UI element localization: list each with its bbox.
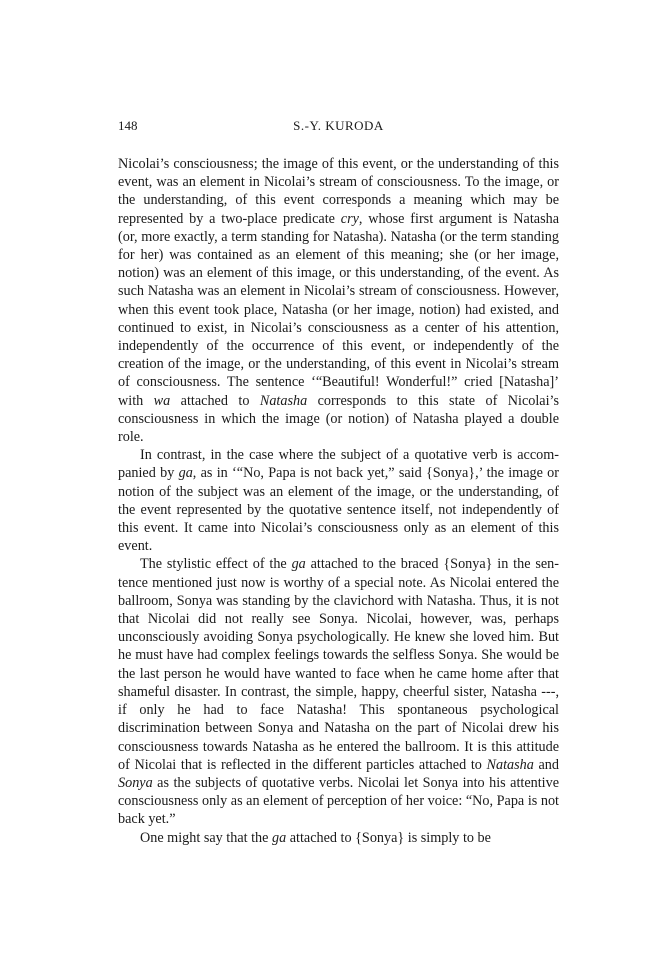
- text-run: Nicolai’s consciousness; the image of this event, or the understanding of this event, was an element in Nicolai’s stream of consciousness. To the image, or the understanding, of this event corresponds a meaning which may be represented by a two-place predicate: [118, 156, 559, 227]
- running-head: [118, 118, 559, 138]
- page-number: 148: [118, 118, 138, 133]
- text-run: The stylistic effect of the: [140, 556, 292, 573]
- text-run: One might say that the: [140, 829, 272, 846]
- italic-term: wa: [153, 392, 171, 409]
- paragraph: [118, 829, 559, 847]
- text-run: attached to {Sonya} is simply to be: [286, 829, 491, 846]
- italic-term: cry: [340, 210, 359, 227]
- text-run: , as in ‘“No, Papa is not back yet,” said {Sonya},’ the image or notion of the subject was an element of the image, or the understanding, of the event represented by the quotative sentence itself, not independently of this event. It came into Nicolai’s consciousness only as an element of this event.: [118, 465, 559, 555]
- text-run: attached to: [170, 392, 260, 409]
- italic-term: ga: [291, 556, 306, 573]
- text-run: and: [533, 756, 559, 773]
- running-head-author: S.-Y. KURODA: [293, 118, 384, 133]
- body-text: [118, 155, 559, 847]
- text-run: corresponds to this state of Nicolai’s consciousness in which the image (or notion) of Natasha played a double role.: [118, 392, 559, 446]
- paragraph: [118, 446, 559, 555]
- italic-term: Sonya: [118, 774, 153, 791]
- paragraph: [118, 155, 559, 446]
- paragraph: [118, 555, 559, 828]
- italic-term: ga: [272, 829, 287, 846]
- text-run: In contrast, in the case where the subject of a quotative verb is accompanied by: [118, 447, 559, 482]
- italic-term: Natasha: [486, 756, 534, 773]
- text-run: attached to the braced {Sonya} in the sentence mentioned just now is worthy of a special note. As Nicolai entered the ballroom, Sonya was standing by the clavichord with Natasha. Thus, it is not that Nicolai did not really see Sonya. Nicolai, however, was, perhaps unconsciously avoiding Sonya psychologically. He knew she loved him. But he must have had complex feelings towards the selfless Sonya. She would be the last person he would have wanted to face when he came home after that shameful disaster. In contrast, the simple, happy, cheerful sister, Natasha ---, if only he had to face Natasha! This spontaneous psychological discrimination between Sonya and Natasha on the part of Nicolai drew his consciousness towards Natasha as he entered the ballroom. It is this attitude of Nicolai that is reflected in the different particles attached to: [118, 556, 559, 773]
- text-run: as the subjects of quotative verbs. Nicolai let Sonya into his attentive consciousness only as an element of perception of her voice: “No, Papa is not back yet.”: [118, 774, 559, 828]
- text-run: , whose first argument is Natasha (or, more exactly, a term standing for Natasha). Natasha (or the term standing for her) was contained as an element of this meaning; she (or her image, notion) was an element of this image, or this understanding, of the event. As such Natasha was an element in Nicolai’s stream of consciousness. However, when this event took place, Natasha (or her image, notion) had existed, and continued to exist, in Nicolai’s consciousness as a center of his attention, independently of the occurrence of this event, or independently of the creation of the image, or the understanding, of this event in Nicolai’s stream of consciousness. The sentence ‘“Beautiful! Wonderful!” cried [Natasha]’ with: [118, 210, 559, 409]
- italic-term: ga: [178, 465, 193, 482]
- italic-term: Natasha: [259, 392, 308, 409]
